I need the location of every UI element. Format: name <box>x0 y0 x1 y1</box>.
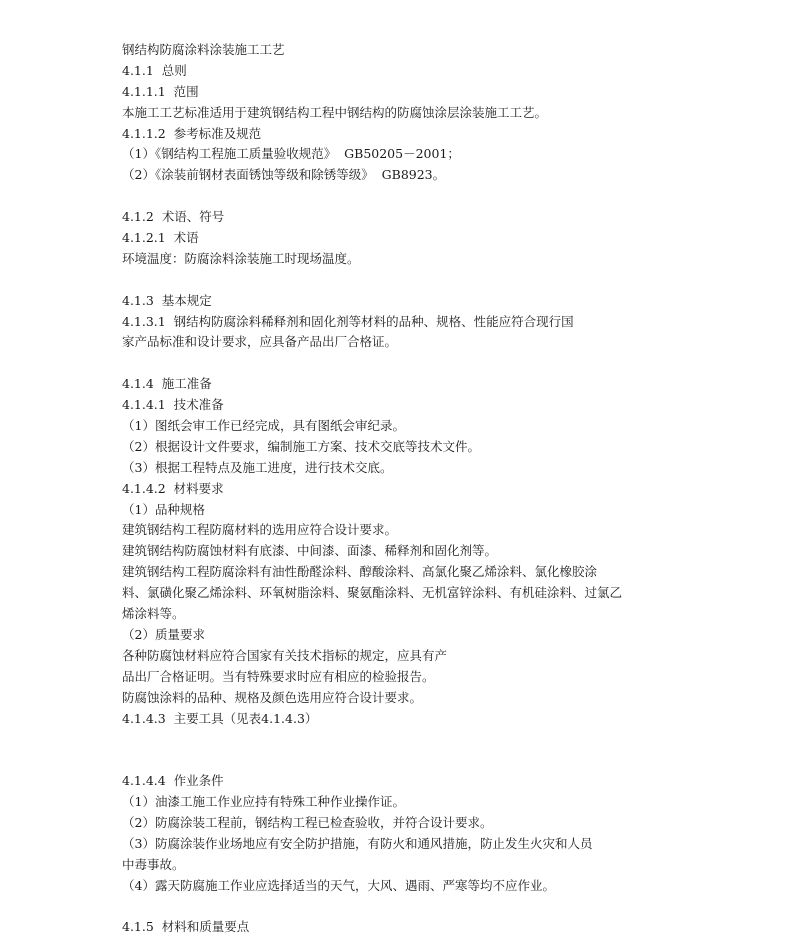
paragraph-line: 建筑钢结构防腐蚀材料有底漆、中间漆、面漆、稀释剂和固化剂等。 <box>122 543 498 559</box>
blank-line <box>122 750 682 771</box>
paragraph-line: 建筑钢结构工程防腐涂料有油性酚醛涂料、醇酸涂料、高氯化聚乙烯涂料、氯化橡胶涂 <box>122 564 598 580</box>
paragraph-line: 料、氯磺化聚乙烯涂料、环氧树脂涂料、聚氨酯涂料、无机富锌涂料、有机硅涂料、过氯乙 <box>122 585 623 601</box>
subsection-heading: 4.1.4.1 技术准备 <box>122 397 224 413</box>
paragraph-line: 各种防腐蚀材料应符合国家有关技术指标的规定，应具有产 <box>122 647 448 663</box>
blank-line <box>122 270 682 291</box>
section-heading: 4.1.5 材料和质量要点 <box>122 919 250 935</box>
subsection-heading: 4.1.2.1 术语 <box>122 230 199 246</box>
subsection-heading: 4.1.4.4 作业条件 <box>122 773 224 789</box>
paragraph-line: 家产品标准和设计要求，应具备产品出厂合格证。 <box>122 334 398 350</box>
list-item: （2）质量要求 <box>122 626 205 642</box>
list-item: （1）油漆工施工作业应持有特殊工种作业操作证。 <box>122 794 405 810</box>
list-item: （1）图纸会审工作已经完成，具有图纸会审纪录。 <box>122 418 405 434</box>
list-item: （1）《钢结构工程施工质量验收规范》 GB50205－2001； <box>122 146 460 162</box>
blank-line <box>122 897 682 918</box>
blank-line <box>122 729 682 750</box>
list-item: （4）露天防腐施工作业应选择适当的天气，大风、遇雨、严寒等均不应作业。 <box>122 877 555 893</box>
paragraph-line: 环境温度：防腐涂料涂装施工时现场温度。 <box>122 250 360 266</box>
list-item: （3）根据工程特点及施工进度，进行技术交底。 <box>122 459 393 475</box>
list-item: （2）防腐涂装工程前，钢结构工程已检查验收，并符合设计要求。 <box>122 814 493 830</box>
document-title: 钢结构防腐涂料涂装施工工艺 <box>122 42 285 57</box>
blank-line <box>122 186 682 207</box>
blank-line <box>122 353 682 374</box>
paragraph-line: 防腐蚀涂料的品种、规格及颜色选用应符合设计要求。 <box>122 689 423 705</box>
list-item: （3）防腐涂装作业场地应有安全防护措施，有防火和通风措施，防止发生火灾和人员 <box>122 835 593 851</box>
section-heading: 4.1.3 基本规定 <box>122 292 212 308</box>
list-item: （2）《涂装前钢材表面锈蚀等级和除锈等级》 GB8923。 <box>122 167 446 183</box>
document-page <box>122 40 682 938</box>
subsection-heading: 4.1.1.1 范围 <box>122 83 199 99</box>
subsection-heading: 4.1.4.3 主要工具（见表4.1.4.3） <box>122 710 318 726</box>
paragraph-line: 烯涂料等。 <box>122 606 185 622</box>
subsection-heading: 4.1.1.2 参考标准及规范 <box>122 125 262 141</box>
paragraph-line: 中毒事故。 <box>122 856 185 872</box>
section-heading: 4.1.2 术语、符号 <box>122 209 225 225</box>
paragraph-line: 品出厂合格证明。当有特殊要求时应有相应的检验报告。 <box>122 668 435 684</box>
section-heading: 4.1.4 施工准备 <box>122 376 212 392</box>
subsection-heading: 4.1.4.2 材料要求 <box>122 480 224 496</box>
list-item: （2）根据设计文件要求，编制施工方案、技术交底等技术文件。 <box>122 438 480 454</box>
paragraph-line: 本施工工艺标准适用于建筑钢结构工程中钢结构的防腐蚀涂层涂装施工工艺。 <box>122 104 548 120</box>
paragraph-line: 4.1.3.1 钢结构防腐涂料稀释剂和固化剂等材料的品种、规格、性能应符合现行国 <box>122 313 574 329</box>
paragraph-line: 建筑钢结构工程防腐材料的选用应符合设计要求。 <box>122 522 398 538</box>
section-heading: 4.1.1 总则 <box>122 62 187 78</box>
list-item: （1）品种规格 <box>122 501 205 517</box>
